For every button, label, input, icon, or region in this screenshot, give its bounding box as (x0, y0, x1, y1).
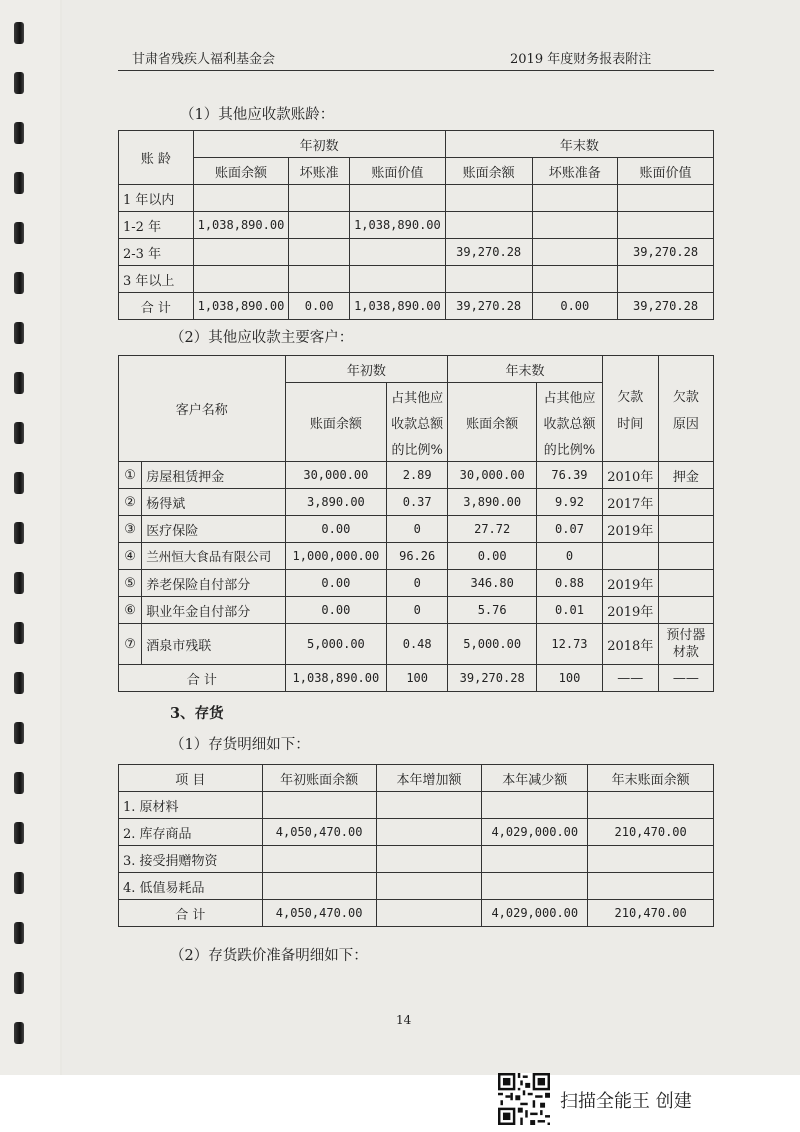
table-row (119, 462, 714, 489)
table-cell (482, 846, 588, 873)
table-row (119, 819, 714, 846)
table-cell: 4,050,470.00 (262, 900, 376, 927)
inventory-item: 1. 原材料 (119, 792, 263, 819)
table-cell (532, 239, 618, 266)
table-cell: 0.00 (285, 516, 387, 543)
binding-ring (14, 972, 24, 994)
section2-title: （2）其他应收款主要客户： (170, 330, 354, 346)
table-cell: 2018年 (602, 624, 658, 665)
row-number: ⑤ (119, 570, 142, 597)
table-cell: 0.07 (537, 516, 603, 543)
table-cell: 39,270.28 (448, 665, 537, 692)
binding-ring (14, 872, 24, 894)
table-cell (445, 185, 532, 212)
aging-col-age: 账 龄 (119, 131, 194, 185)
table-cell (658, 489, 713, 516)
customers-group-end: 年末数 (448, 356, 603, 383)
table-cell: 5.76 (448, 597, 537, 624)
table-row (119, 489, 714, 516)
inventory-item: 3. 接受捐赠物资 (119, 846, 263, 873)
table-cell (618, 185, 714, 212)
table-cell (482, 792, 588, 819)
table-cell (193, 185, 289, 212)
table-cell: 0.00 (448, 543, 537, 570)
table-cell (262, 846, 376, 873)
aging-total-label: 合 计 (119, 293, 194, 320)
customers-col-time: 欠款 (602, 383, 658, 410)
header-spacer (658, 435, 713, 462)
binding-ring (14, 422, 24, 444)
table-cell: 0.48 (387, 624, 448, 665)
table-cell: 1,038,890.00 (350, 293, 446, 320)
debt-reason-cell (658, 624, 713, 665)
aging-sub-header: 坏账准备 (532, 158, 618, 185)
table-cell (658, 516, 713, 543)
table-cell (350, 266, 446, 293)
table-cell (602, 543, 658, 570)
customers-col-name: 客户名称 (119, 356, 286, 462)
table-cell: 2017年 (602, 489, 658, 516)
aging-row-label: 1-2 年 (119, 212, 194, 239)
inventory-table (118, 764, 714, 927)
binding-ring (14, 322, 24, 344)
table-row (119, 212, 714, 239)
scanner-watermark: 扫描全能王 创建 (560, 1091, 692, 1112)
table-cell (482, 873, 588, 900)
table-cell (618, 212, 714, 239)
table-cell (445, 212, 532, 239)
table-cell: 4,029,000.00 (482, 900, 588, 927)
table-cell (588, 846, 714, 873)
table-cell: 30,000.00 (448, 462, 537, 489)
table-cell (289, 212, 350, 239)
section3-subtitle: （1）存货明细如下： (170, 737, 310, 753)
section3-next-title: （2）存货跌价准备明细如下： (170, 948, 368, 964)
table-cell (350, 185, 446, 212)
customer-name: 养老保险自付部分 (142, 570, 285, 597)
binding-ring (14, 572, 24, 594)
customers-total-label: 合 计 (119, 665, 286, 692)
table-cell: 210,470.00 (588, 819, 714, 846)
table-cell (445, 266, 532, 293)
section1-title: （1）其他应收款账龄： (180, 107, 335, 123)
table-cell: 39,270.28 (445, 239, 532, 266)
row-number: ① (119, 462, 142, 489)
table-cell: 100 (387, 665, 448, 692)
table-cell: —— (602, 665, 658, 692)
binding-ring (14, 1022, 24, 1044)
binding-ring (14, 172, 24, 194)
table-cell: 27.72 (448, 516, 537, 543)
table-row (119, 792, 714, 819)
aging-row-label: 2-3 年 (119, 239, 194, 266)
customers-col-reason: 欠款 (658, 383, 713, 410)
binding-ring (14, 922, 24, 944)
debt-reason-line: 材款 (672, 645, 699, 660)
aging-sub-header: 坏账准 (289, 158, 350, 185)
inventory-item: 2. 库存商品 (119, 819, 263, 846)
customers-total-row (119, 665, 714, 692)
table-cell: 4,050,470.00 (262, 819, 376, 846)
page-number: 14 (396, 1013, 412, 1027)
table-cell (262, 792, 376, 819)
inventory-header: 年初账面余额 (262, 765, 376, 792)
spiral-binding (0, 0, 60, 1132)
table-cell: 346.80 (448, 570, 537, 597)
row-number: ③ (119, 516, 142, 543)
customers-sub-ratio: 收款总额 (537, 409, 603, 435)
table-cell (289, 185, 350, 212)
aging-header-row (119, 131, 714, 158)
row-number: ⑦ (119, 624, 142, 665)
table-cell: 210,470.00 (588, 900, 714, 927)
table-row (119, 543, 714, 570)
table-cell (376, 900, 482, 927)
table-cell (193, 239, 289, 266)
table-cell (376, 819, 482, 846)
aging-table (118, 130, 714, 320)
table-row (119, 597, 714, 624)
table-cell: 0.88 (537, 570, 603, 597)
table-cell: 1,038,890.00 (350, 212, 446, 239)
table-cell: 2019年 (602, 597, 658, 624)
row-number: ⑥ (119, 597, 142, 624)
customer-name: 杨得斌 (142, 489, 285, 516)
customers-col-reason: 原因 (658, 409, 713, 435)
customers-header-row (119, 356, 714, 383)
customers-sub-balance: 账面余额 (448, 383, 537, 462)
table-cell: 0 (387, 597, 448, 624)
table-cell (350, 239, 446, 266)
table-row (119, 239, 714, 266)
table-cell (376, 792, 482, 819)
header-divider (118, 70, 714, 71)
binding-ring (14, 372, 24, 394)
inventory-header: 年末账面余额 (588, 765, 714, 792)
table-cell: 0.00 (289, 293, 350, 320)
table-cell: 0.01 (537, 597, 603, 624)
table-cell: 4,029,000.00 (482, 819, 588, 846)
aging-total-row (119, 293, 714, 320)
customers-sub-ratio: 占其他应 (537, 383, 603, 410)
table-cell: 39,270.28 (618, 293, 714, 320)
table-row (119, 516, 714, 543)
header-report-title: 2019 年度财务报表附注 (510, 52, 652, 67)
table-row (119, 570, 714, 597)
table-cell: 2019年 (602, 516, 658, 543)
inventory-total-label: 合 计 (119, 900, 263, 927)
table-cell: 3,890.00 (448, 489, 537, 516)
table-row (119, 873, 714, 900)
binding-ring (14, 672, 24, 694)
table-cell: 0 (387, 516, 448, 543)
table-cell (588, 873, 714, 900)
binding-ring (14, 522, 24, 544)
table-cell (618, 266, 714, 293)
table-cell (532, 212, 618, 239)
table-cell: —— (658, 665, 713, 692)
customer-name: 酒泉市残联 (142, 624, 285, 665)
table-cell: 押金 (658, 462, 713, 489)
customer-name: 房屋租赁押金 (142, 462, 285, 489)
table-cell (532, 266, 618, 293)
binding-ring (14, 622, 24, 644)
table-cell (532, 185, 618, 212)
inventory-header-row (119, 765, 714, 792)
header-organization: 甘肃省残疾人福利基金会 (132, 52, 276, 67)
table-cell (658, 597, 713, 624)
table-cell (289, 239, 350, 266)
customers-table (118, 355, 714, 692)
header-spacer (602, 435, 658, 462)
table-cell (658, 543, 713, 570)
customer-name: 兰州恒大食品有限公司 (142, 543, 285, 570)
aging-row-label: 3 年以上 (119, 266, 194, 293)
table-cell: 76.39 (537, 462, 603, 489)
aging-row-label: 1 年以内 (119, 185, 194, 212)
table-cell: 2010年 (602, 462, 658, 489)
table-cell: 30,000.00 (285, 462, 387, 489)
table-cell: 39,270.28 (618, 239, 714, 266)
table-cell: 96.26 (387, 543, 448, 570)
row-number: ② (119, 489, 142, 516)
aging-sub-header: 账面价值 (618, 158, 714, 185)
table-cell: 0 (387, 570, 448, 597)
row-number: ④ (119, 543, 142, 570)
inventory-total-row (119, 900, 714, 927)
table-row (119, 846, 714, 873)
customer-name: 职业年金自付部分 (142, 597, 285, 624)
binding-ring (14, 72, 24, 94)
table-cell: 3,890.00 (285, 489, 387, 516)
table-cell: 1,038,890.00 (285, 665, 387, 692)
inventory-item: 4. 低值易耗品 (119, 873, 263, 900)
header-spacer (602, 356, 658, 383)
table-cell: 39,270.28 (445, 293, 532, 320)
table-cell (376, 873, 482, 900)
table-cell (262, 873, 376, 900)
table-cell (193, 266, 289, 293)
table-cell (376, 846, 482, 873)
table-cell: 0.00 (285, 597, 387, 624)
binding-ring (14, 722, 24, 744)
aging-subheader-row (119, 158, 714, 185)
customers-sub-ratio: 收款总额 (387, 409, 448, 435)
customers-sub-ratio: 占其他应 (387, 383, 448, 410)
table-cell: 0.37 (387, 489, 448, 516)
customers-sub-balance: 账面余额 (285, 383, 387, 462)
table-cell: 0.00 (532, 293, 618, 320)
binding-ring (14, 222, 24, 244)
binding-ring (14, 822, 24, 844)
table-cell: 5,000.00 (448, 624, 537, 665)
table-cell: 2.89 (387, 462, 448, 489)
table-cell (588, 792, 714, 819)
customers-group-begin: 年初数 (285, 356, 448, 383)
table-cell: 0.00 (285, 570, 387, 597)
binding-ring (14, 772, 24, 794)
binding-ring (14, 272, 24, 294)
inventory-header: 本年减少额 (482, 765, 588, 792)
binding-ring (14, 22, 24, 44)
table-cell: 12.73 (537, 624, 603, 665)
binding-ring (14, 122, 24, 144)
table-cell: 9.92 (537, 489, 603, 516)
table-row (119, 185, 714, 212)
aging-sub-header: 账面余额 (445, 158, 532, 185)
aging-sub-header: 账面价值 (350, 158, 446, 185)
table-row (119, 266, 714, 293)
header-spacer (658, 356, 713, 383)
table-cell: 1,038,890.00 (193, 212, 289, 239)
table-row (119, 624, 714, 665)
customers-col-time: 时间 (602, 409, 658, 435)
customers-sub-ratio: 的比例% (537, 435, 603, 462)
aging-group-end: 年末数 (445, 131, 713, 158)
table-cell: 100 (537, 665, 603, 692)
inventory-header: 本年增加额 (376, 765, 482, 792)
aging-sub-header: 账面余额 (193, 158, 289, 185)
table-cell: 0 (537, 543, 603, 570)
table-cell (658, 570, 713, 597)
customer-name: 医疗保险 (142, 516, 285, 543)
aging-group-begin: 年初数 (193, 131, 445, 158)
section3-title: 3、存货 (170, 705, 224, 722)
table-cell: 1,038,890.00 (193, 293, 289, 320)
binding-ring (14, 472, 24, 494)
inventory-header: 项 目 (119, 765, 263, 792)
table-cell: 2019年 (602, 570, 658, 597)
customers-sub-ratio: 的比例% (387, 435, 448, 462)
table-cell: 1,000,000.00 (285, 543, 387, 570)
qr-code-icon (498, 1073, 550, 1125)
table-cell (289, 266, 350, 293)
table-cell: 5,000.00 (285, 624, 387, 665)
debt-reason-line: 预付器 (666, 628, 706, 643)
